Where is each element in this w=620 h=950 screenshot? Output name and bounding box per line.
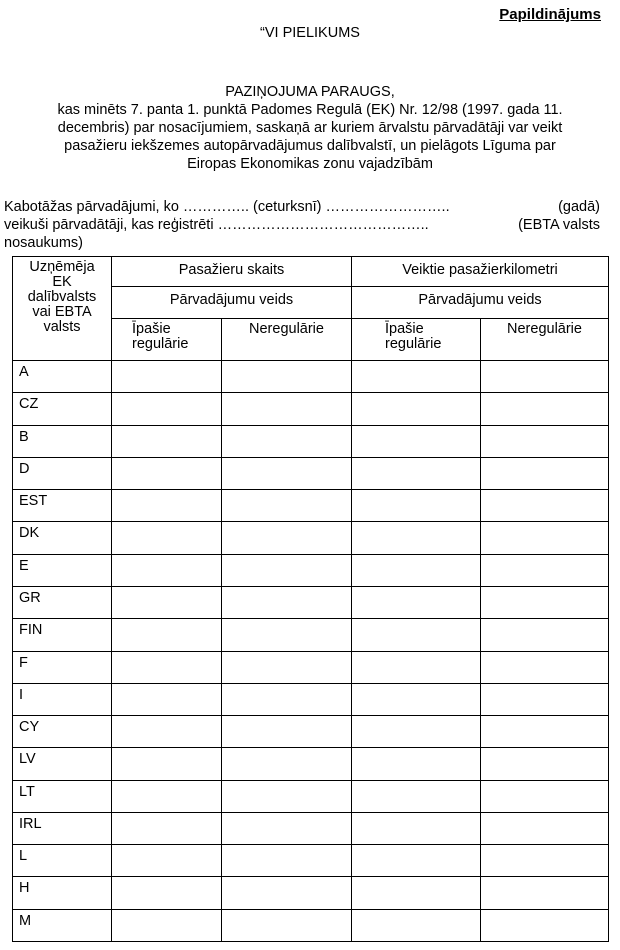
table-cell[interactable]: [222, 426, 351, 457]
row-country-code: L: [19, 848, 28, 864]
table-divider: [111, 286, 608, 287]
table-cell[interactable]: [222, 522, 351, 553]
table-cell[interactable]: [481, 877, 608, 908]
table-cell[interactable]: [112, 555, 221, 586]
table-cell[interactable]: [112, 716, 221, 747]
table-cell[interactable]: [352, 426, 480, 457]
form-heading: PAZIŅOJUMA PARAUGS,: [225, 84, 395, 100]
table-cell[interactable]: [222, 555, 351, 586]
transport-type-header: Pārvadājumu veids: [169, 292, 294, 308]
table-cell[interactable]: [112, 426, 221, 457]
table-cell[interactable]: [112, 619, 221, 650]
table-cell[interactable]: [481, 716, 608, 747]
declaration-text: (gadā): [558, 199, 600, 215]
table-cell[interactable]: [222, 684, 351, 715]
table-cell[interactable]: [222, 877, 351, 908]
subheading-line: decembris) par nosacījumiem, saskaņā ar kuriem ārvalstu pārvadātāji var veikt: [57, 120, 563, 136]
table-cell[interactable]: [222, 458, 351, 489]
table-cell[interactable]: [481, 490, 608, 521]
table-cell[interactable]: [481, 426, 608, 457]
declaration-text: Kabotāžas pārvadājumi, ko ………….. (ceturksnī) ……………………..: [4, 199, 450, 215]
table-cell[interactable]: [112, 845, 221, 876]
row-country-code: D: [19, 461, 30, 477]
table-cell[interactable]: [352, 361, 480, 392]
form-subheading: [6, 101, 614, 173]
row-country-code: E: [19, 558, 29, 574]
subheading-line: Eiropas Ekonomikas zonu vajadzībām: [187, 156, 433, 172]
table-cell[interactable]: [112, 813, 221, 844]
table-cell[interactable]: [222, 587, 351, 618]
table-cell[interactable]: [222, 845, 351, 876]
row-country-code: CZ: [19, 396, 39, 412]
table-divider: [111, 318, 608, 319]
subheading-line: kas minēts 7. panta 1. punktā Padomes Regulā (EK) Nr. 12/98 (1997. gada 11.: [57, 102, 563, 118]
table-cell[interactable]: [352, 813, 480, 844]
passenger-km-header: Veiktie pasažierkilometri: [402, 262, 558, 278]
row-country-code: H: [19, 880, 30, 896]
table-cell[interactable]: [222, 393, 351, 424]
country-column-header: Uzņēmēja EK dalībvalsts vai EBTA valsts: [27, 259, 97, 335]
table-cell[interactable]: [481, 652, 608, 683]
table-cell[interactable]: [222, 748, 351, 779]
passenger-count-header: Pasažieru skaits: [178, 262, 285, 278]
table-cell[interactable]: [222, 910, 351, 941]
table-cell[interactable]: [481, 555, 608, 586]
table-cell[interactable]: [352, 619, 480, 650]
table-cell[interactable]: [112, 781, 221, 812]
declaration-line: [4, 217, 600, 233]
table-cell[interactable]: [481, 587, 608, 618]
row-country-code: DK: [19, 525, 40, 541]
table-cell[interactable]: [112, 361, 221, 392]
table-cell[interactable]: [481, 748, 608, 779]
table-cell[interactable]: [222, 361, 351, 392]
row-country-code: I: [19, 687, 24, 703]
table-cell[interactable]: [352, 587, 480, 618]
table-cell[interactable]: [222, 652, 351, 683]
table-cell[interactable]: [481, 684, 608, 715]
declaration-text: veikuši pārvadātāji, kas reģistrēti ……………………………………..: [4, 217, 429, 233]
table-cell[interactable]: [481, 813, 608, 844]
row-country-code: LT: [19, 784, 35, 800]
table-cell[interactable]: [352, 845, 480, 876]
table-cell[interactable]: [112, 684, 221, 715]
table-cell[interactable]: [112, 458, 221, 489]
table-cell[interactable]: [222, 781, 351, 812]
row-country-code: CY: [19, 719, 40, 735]
table-cell[interactable]: [112, 522, 221, 553]
annex-title: “VI PIELIKUMS: [260, 25, 360, 41]
table-cell[interactable]: [352, 877, 480, 908]
kabotage-table: [12, 256, 609, 942]
special-regular-header: Īpašie regulārie: [132, 321, 189, 352]
annex-label: Papildinājums: [499, 6, 601, 23]
table-cell[interactable]: [222, 490, 351, 521]
irregular-header: Neregulārie: [507, 321, 582, 337]
table-cell[interactable]: [112, 877, 221, 908]
table-cell[interactable]: [222, 716, 351, 747]
table-cell[interactable]: [352, 748, 480, 779]
table-cell[interactable]: [352, 910, 480, 941]
row-country-code: M: [19, 913, 32, 929]
table-cell[interactable]: [481, 522, 608, 553]
table-cell[interactable]: [222, 813, 351, 844]
table-cell[interactable]: [481, 845, 608, 876]
declaration-line: [4, 199, 600, 215]
row-country-code: GR: [19, 590, 41, 606]
row-country-code: A: [19, 364, 29, 380]
table-cell[interactable]: [481, 910, 608, 941]
table-cell[interactable]: [352, 781, 480, 812]
table-cell[interactable]: [352, 652, 480, 683]
table-cell[interactable]: [352, 458, 480, 489]
table-cell[interactable]: [112, 587, 221, 618]
table-cell[interactable]: [112, 393, 221, 424]
table-cell[interactable]: [352, 716, 480, 747]
row-country-code: EST: [19, 493, 48, 509]
table-cell[interactable]: [481, 361, 608, 392]
table-cell[interactable]: [481, 393, 608, 424]
table-cell[interactable]: [112, 652, 221, 683]
table-cell[interactable]: [352, 393, 480, 424]
row-country-code: F: [19, 655, 28, 671]
table-cell[interactable]: [352, 522, 480, 553]
row-country-code: FIN: [19, 622, 43, 638]
table-cell[interactable]: [481, 781, 608, 812]
table-cell[interactable]: [112, 910, 221, 941]
table-cell[interactable]: [352, 490, 480, 521]
table-cell[interactable]: [352, 555, 480, 586]
table-cell[interactable]: [112, 490, 221, 521]
special-regular-header: Īpašie regulārie: [385, 321, 442, 352]
row-country-code: IRL: [19, 816, 42, 832]
table-cell[interactable]: [481, 458, 608, 489]
table-cell[interactable]: [481, 619, 608, 650]
transport-type-header: Pārvadājumu veids: [418, 292, 542, 308]
row-country-code: LV: [19, 751, 36, 767]
declaration-text: (EBTA valsts: [518, 217, 600, 233]
table-cell[interactable]: [352, 684, 480, 715]
table-cell[interactable]: [112, 748, 221, 779]
row-country-code: B: [19, 429, 29, 445]
table-cell[interactable]: [222, 619, 351, 650]
irregular-header: Neregulārie: [249, 321, 324, 337]
declaration-line: nosaukums): [4, 235, 83, 251]
subheading-line: pasažieru iekšzemes autopārvadājumus dalībvalstī, un pielāgots Līguma par: [64, 138, 556, 154]
